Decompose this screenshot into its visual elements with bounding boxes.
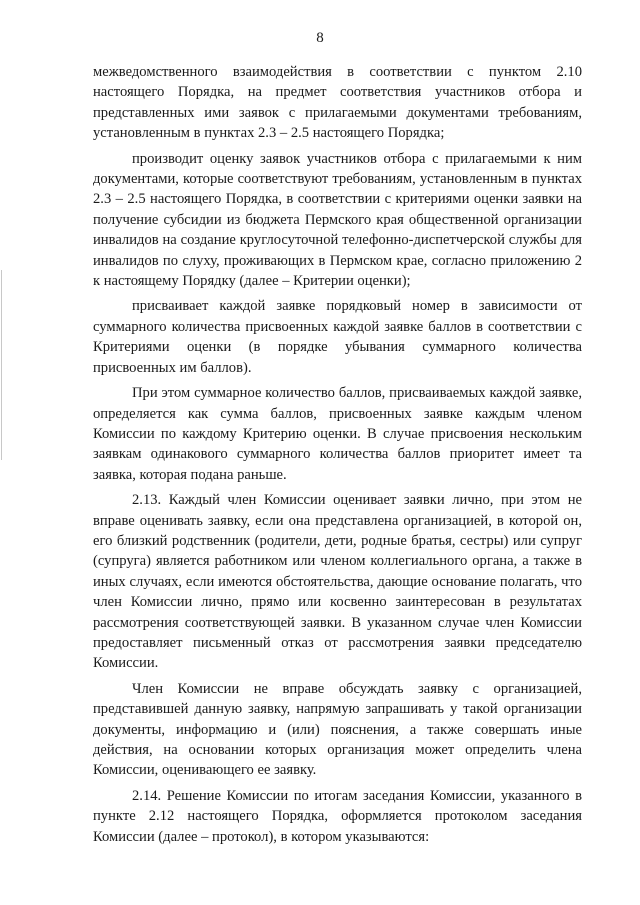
page-number: 8 <box>316 30 324 46</box>
paragraph-member-restrictions: Член Комиссии не вправе обсуждать заявку с организацией, представившей данную заявку, напрямую запрашивать у такой организации документы, информацию и (или) пояснения, а также совершать иные действия, на основании которых организация может определить члена Комиссии, оценивающего ее заявку. <box>93 680 582 779</box>
paragraph-numbering: присваивает каждой заявке порядковый номер в зависимости от суммарного количества присвоенных каждой заявке баллов в соответствии с Критериями оценки (в порядке убывания суммарного количества присвоенных им баллов). <box>93 298 582 376</box>
paragraph-score-sum: При этом суммарное количество баллов, присваиваемых каждой заявке, определяется как сумма баллов, присвоенных заявке каждым членом Комиссии по каждому Критерию оценки. В случае присвоения нескольким заявкам одинакового суммарного количества баллов приоритет имеет та заявка, которая подана раньше. <box>93 385 582 483</box>
paragraph-continuation: межведомственного взаимодействия в соответствии с пунктом 2.10 настоящего Порядка, на предмет соответствия участников отбора и представленных ими заявок с прилагаемыми документами требованиям, установленным в пунктах 2.3 – 2.5 настоящего Порядка; <box>93 64 582 142</box>
scan-edge-mark <box>1 270 2 460</box>
paragraph-clause-2-14: 2.14. Решение Комиссии по итогам заседания Комиссии, указанного в пункте 2.12 настоящего Порядка, оформляется протоколом заседания Комиссии (далее – протокол), в котором указываются: <box>93 787 582 845</box>
document-body <box>93 62 582 852</box>
paragraph-evaluation: производит оценку заявок участников отбора с прилагаемыми к ним документами, которые соответствуют требованиям, установленным в пунктах 2.3 – 2.5 настоящего Порядка, в соответствии с критериями оценки заявки на получение субсидии из бюджета Пермского края общественной организации инвалидов на создание круглосуточной телефонно-диспетчерской службы для инвалидов по слуху, проживающих в Пермском крае, согласно приложению 2 к настоящему Порядку (далее – Критерии оценки); <box>93 150 582 290</box>
paragraph-clause-2-13: 2.13. Каждый член Комиссии оценивает заявки лично, при этом не вправе оценивать заявку, если она представлена организацией, в которой он, его близкий родственник (родители, дети, родные братья, сестры) или супруг (супруга) является работником или членом коллегиального органа, а также в иных случаях, если имеются обстоятельства, дающие основание полагать, что член Комиссии лично, прямо или косвенно заинтересован в результатах рассмотрения соответствующей заявки. В указанном случае член Комиссии предоставляет письменный отказ от рассмотрения заявки председателю Комиссии. <box>93 492 582 672</box>
